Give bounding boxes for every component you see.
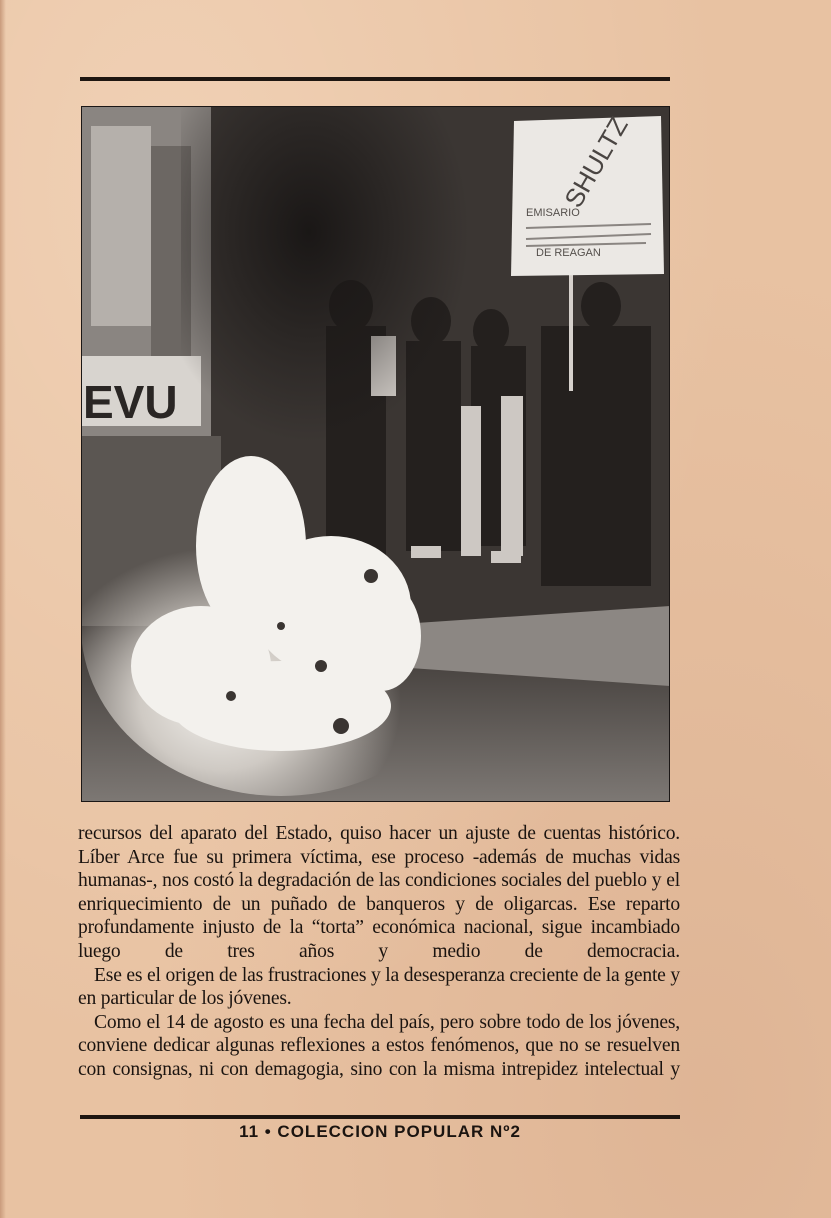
paragraph-3: Como el 14 de agosto es una fecha del país, pero sobre todo de los jóvenes, conviene dedicar algunas reflexiones a estos fenómenos, que no se resuelven con consignas, ni con demagogia, sino con la misma intrepidez intelectual y bbox=[78, 1011, 680, 1080]
photo-illustration bbox=[81, 106, 670, 802]
paragraph-2: Ese es el origen de las frustraciones y la desesperanza creciente de la gente y en particular de los jóvenes. bbox=[78, 964, 680, 1010]
top-rule bbox=[80, 77, 670, 81]
bottom-rule bbox=[80, 1115, 680, 1119]
sign-name: SHULTZ bbox=[558, 111, 634, 213]
body-text bbox=[78, 822, 680, 1082]
page-footer: 11 • COLECCION POPULAR Nº2 bbox=[239, 1122, 521, 1141]
banner-text: EVU bbox=[83, 376, 178, 428]
sign-line-2: DE REAGAN bbox=[536, 247, 601, 259]
protest-photo bbox=[81, 106, 670, 802]
page-left-edge bbox=[0, 0, 6, 1218]
sign-line-1: EMISARIO bbox=[526, 207, 580, 219]
paragraph-1: recursos del aparato del Estado, quiso hacer un ajuste de cuentas histórico. Líber Arce fue su primera víctima, ese proceso -además de muchas vidas humanas-, nos costó la degradación de las condiciones sociales del pueblo y el enriquecimiento de un puñado de banqueros y de oligarcas. Ese reparto profundamente injusto de la “torta” económica nacional, sigue incambiado luego de tres años y medio de democracia. bbox=[78, 823, 680, 962]
